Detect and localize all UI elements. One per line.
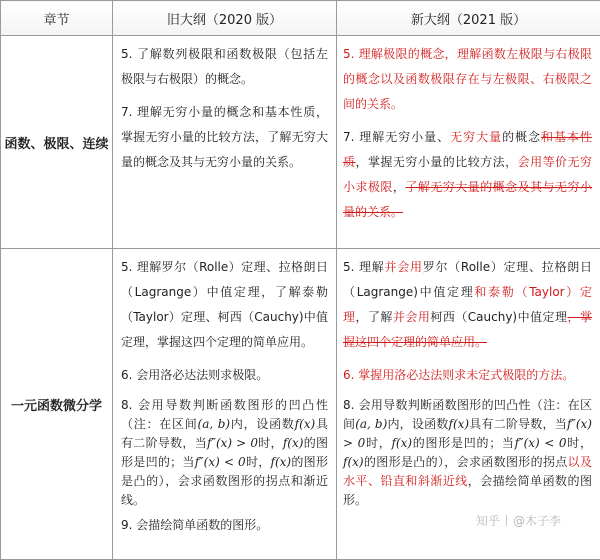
item-text: 的概念 <box>502 130 541 144</box>
math-expression: f″(x) > 0 <box>207 436 258 450</box>
removed-text: 了解无穷大量的概念及其与无穷小量的关系。 <box>343 180 592 219</box>
table-row <box>1 36 600 249</box>
item-text: 时， <box>258 436 283 450</box>
old-syllabus-cell <box>113 36 337 249</box>
item-text: 时， <box>246 455 271 469</box>
item-text: 具有二阶导数，当 <box>469 417 567 431</box>
item-text: 内，设函数 <box>387 417 448 431</box>
item-text: 的图形是凸的），会求函数图形的拐点和渐近线。 <box>121 455 328 507</box>
item-text: 7. 理解无穷小量、 <box>343 130 450 144</box>
item-text: 9. 会描绘简单函数的图形。 <box>121 518 268 532</box>
added-text: 和泰勒（Taylor）定理 <box>343 285 592 324</box>
item-text: 6. 会用洛必达法则求极限。 <box>121 368 268 382</box>
added-text: 并会用 <box>384 260 422 274</box>
item-text: 内，设函数 <box>230 417 295 431</box>
added-text: 无穷大量 <box>450 130 502 144</box>
new-item <box>343 125 592 225</box>
removed-text: ，掌握这四个定理的简单应用。 <box>343 310 592 349</box>
added-text: 5. 理解极限的概念，理解函数左极限与右极限的概念以及函数极限存在与左极限、右极限之间的关系。 <box>343 47 592 111</box>
math-expression: (a, b) <box>198 417 231 431</box>
watermark-site: 知乎 <box>476 512 500 529</box>
added-text: 以及水平、铅直和斜渐近线 <box>343 455 592 488</box>
new-item <box>343 42 592 117</box>
item-text: 7. 理解无穷小量的概念和基本性质，掌握无穷小量的比较方法，了解无穷大量的概念及其与无穷小量的关系。 <box>121 105 328 169</box>
new-item <box>343 255 592 355</box>
math-expression: f″(x) < 0 <box>515 436 567 450</box>
removed-text: 和基本性质 <box>343 130 592 169</box>
item-text: 8. 会用导数判断函数图形的凹凸性（注：在区间 <box>343 398 592 431</box>
math-expression: f(x) <box>283 436 304 450</box>
item-text: 时， <box>365 436 391 450</box>
math-expression: f″(x) > 0 <box>343 417 592 450</box>
math-expression: f″(x) < 0 <box>195 455 246 469</box>
added-text: 6. 掌握用洛必达法则求未定式极限的方法。 <box>343 368 574 382</box>
zhihu-watermark <box>476 512 561 529</box>
math-expression: (a, b) <box>355 417 387 431</box>
watermark-divider <box>506 515 507 526</box>
old-item <box>121 100 328 175</box>
item-text: ，会描绘简单函数的图形。 <box>343 474 592 507</box>
old-syllabus-cell <box>113 249 337 560</box>
header-old-syllabus: 旧大纲（2020 版） <box>113 1 337 36</box>
added-text: 并会用 <box>393 310 430 324</box>
new-item <box>343 363 592 388</box>
math-expression: f(x) <box>271 455 292 469</box>
item-text: 5. 理解罗尔（Rolle）定理、拉格朗日（Lagrange）中值定理，了解泰勒（Taylor）定理、柯西（Cauchy)中值定理，掌握这四个定理的简单应用。 <box>121 260 328 349</box>
math-expression: f(x) <box>343 455 364 469</box>
old-item <box>121 42 328 92</box>
chapter-cell: 一元函数微分学 <box>1 249 113 560</box>
watermark-author: @木子李 <box>513 512 561 529</box>
item-text: 罗尔（Rolle）定理、拉格朗日（Lagrange)中值定理 <box>343 260 592 299</box>
header-new-syllabus: 新大纲（2021 版） <box>337 1 600 36</box>
old-item <box>121 396 328 510</box>
header-chapter: 章节 <box>1 1 113 36</box>
item-text: 的图形是凸的），会求函数图形的拐点 <box>364 455 568 469</box>
item-text: 5. 理解 <box>343 260 384 274</box>
chapter-cell: 函数、极限、连续 <box>1 36 113 249</box>
math-expression: f(x) <box>391 436 412 450</box>
item-text: 的图形是凹的；当 <box>412 436 515 450</box>
item-text: 的图形是凹的；当 <box>121 436 328 469</box>
item-text: ，掌握无穷小量的比较方法， <box>355 155 517 169</box>
new-syllabus-cell <box>337 36 600 249</box>
math-expression: f(x) <box>449 417 470 431</box>
item-text: ，了解 <box>355 310 392 324</box>
old-item <box>121 363 328 388</box>
item-text: 柯西（Cauchy)中值定理 <box>430 310 567 324</box>
new-item <box>343 396 592 510</box>
added-text: 会用等价无穷小求极限 <box>343 155 592 194</box>
item-text: 5. 了解数列极限和函数极限（包括左极限与右极限）的概念。 <box>121 47 328 86</box>
header-row <box>1 1 600 36</box>
math-expression: f(x) <box>295 417 316 431</box>
item-text: 8. 会用导数判断函数图形的凹凸性（注：在区间 <box>121 398 328 431</box>
item-text: ， <box>393 180 405 194</box>
item-text: 时， <box>567 436 592 450</box>
old-item <box>121 255 328 355</box>
old-item <box>121 516 328 535</box>
item-text: 具有二阶导数，当 <box>121 417 328 450</box>
